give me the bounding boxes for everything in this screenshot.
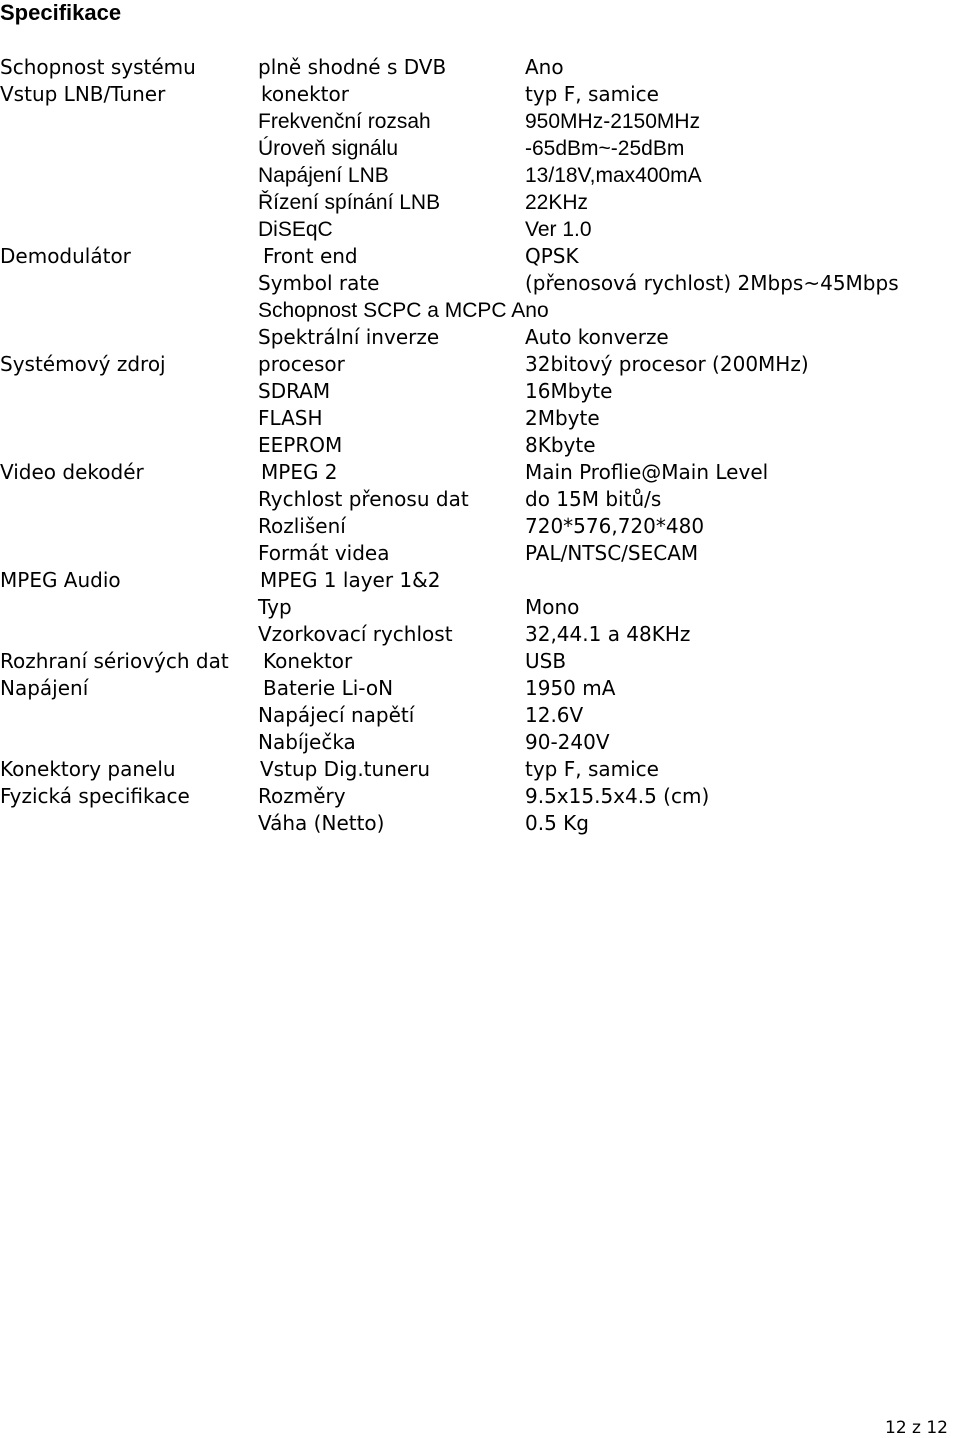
spec-parameter: FLASH: [258, 406, 323, 430]
spec-value: 0.5 Kg: [525, 811, 589, 835]
spec-row: [0, 702, 960, 729]
spec-row: [0, 189, 960, 216]
page-title: Specifikace: [0, 0, 122, 25]
spec-value: 9.5x15.5x4.5 (cm): [525, 784, 710, 808]
spec-row: [0, 594, 960, 621]
spec-value: typ F, samice: [525, 757, 659, 781]
spec-parameter: Napájecí napětí: [258, 703, 415, 727]
spec-parameter: Napájení LNB: [258, 164, 389, 187]
spec-row: [0, 621, 960, 648]
spec-value: 8Kbyte: [525, 433, 596, 457]
spec-parameter: plně shodné s DVB: [258, 55, 447, 79]
spec-parameter: Úroveň signálu: [258, 137, 399, 160]
spec-row: [0, 540, 960, 567]
spec-value: Auto konverze: [525, 325, 669, 349]
spec-category: Demodulátor: [0, 244, 131, 268]
page-number: 12 z 12: [885, 1418, 948, 1438]
spec-value: do 15M bitů/s: [525, 487, 662, 511]
spec-row: [0, 81, 960, 108]
spec-category: MPEG Audio: [0, 568, 121, 592]
spec-value: USB: [525, 649, 567, 673]
spec-parameter: Formát videa: [258, 541, 390, 565]
spec-category: Video dekodér: [0, 460, 144, 484]
spec-row: [0, 297, 960, 324]
spec-row: [0, 324, 960, 351]
spec-row: [0, 459, 960, 486]
spec-row: [0, 810, 960, 837]
spec-row: [0, 675, 960, 702]
spec-row: [0, 567, 960, 594]
spec-parameter: Rozměry: [258, 784, 346, 808]
spec-parameter: Rozlišení: [258, 514, 346, 538]
spec-value: 950MHz-2150MHz: [525, 110, 701, 133]
spec-row: [0, 729, 960, 756]
spec-value: 720*576,720*480: [525, 514, 705, 538]
spec-row: [0, 756, 960, 783]
spec-value: 1950 mA: [525, 676, 616, 700]
spec-category: Fyzická specifikace: [0, 784, 190, 808]
spec-value: 32,44.1 a 48KHz: [525, 622, 691, 646]
spec-parameter: Baterie Li-oN: [263, 676, 394, 700]
spec-value: 2Mbyte: [525, 406, 600, 430]
spec-parameter: Řízení spínání LNB: [258, 191, 441, 214]
spec-category: Systémový zdroj: [0, 352, 166, 376]
spec-table: [0, 54, 960, 837]
spec-parameter: DiSEqC: [258, 218, 333, 241]
spec-row: [0, 378, 960, 405]
spec-value: (přenosová rychlost) 2Mbps~45Mbps: [525, 271, 899, 295]
spec-value: 12.6V: [525, 703, 584, 727]
spec-row: [0, 216, 960, 243]
spec-value: Main Proflie@Main Level: [525, 460, 769, 484]
spec-value: typ F, samice: [525, 82, 659, 106]
spec-row: [0, 486, 960, 513]
spec-row: [0, 351, 960, 378]
spec-value: -65dBm~-25dBm: [525, 137, 685, 160]
spec-parameter: Schopnost SCPC a MCPC Ano: [258, 299, 549, 322]
spec-value: 13/18V,max400mA: [525, 164, 702, 187]
spec-parameter: konektor: [261, 82, 349, 106]
spec-row: [0, 513, 960, 540]
spec-row: [0, 54, 960, 81]
spec-parameter: Symbol rate: [258, 271, 380, 295]
spec-value: QPSK: [525, 244, 579, 268]
spec-value: PAL/NTSC/SECAM: [525, 541, 699, 565]
spec-value: 22KHz: [525, 191, 589, 214]
spec-row: [0, 648, 960, 675]
spec-parameter: Nabíječka: [258, 730, 356, 754]
spec-row: [0, 108, 960, 135]
spec-row: [0, 783, 960, 810]
spec-row: [0, 405, 960, 432]
spec-row: [0, 432, 960, 459]
spec-value: 16Mbyte: [525, 379, 613, 403]
spec-value: 32bitový procesor (200MHz): [525, 352, 809, 376]
spec-parameter: EEPROM: [258, 433, 343, 457]
spec-parameter: SDRAM: [258, 379, 331, 403]
spec-parameter: Rychlost přenosu dat: [258, 487, 469, 511]
spec-value: Ver 1.0: [525, 218, 592, 241]
spec-parameter: procesor: [258, 352, 345, 376]
spec-category: Schopnost systému: [0, 55, 196, 79]
spec-row: [0, 162, 960, 189]
spec-value: Mono: [525, 595, 580, 619]
spec-parameter: Vzorkovací rychlost: [258, 622, 453, 646]
spec-parameter: Typ: [258, 595, 292, 619]
spec-parameter: Vstup Dig.tuneru: [260, 757, 431, 781]
spec-row: [0, 270, 960, 297]
spec-category: Napájení: [0, 676, 89, 700]
spec-parameter: Frekvenční rozsah: [258, 110, 431, 133]
spec-parameter: Front end: [263, 244, 358, 268]
spec-parameter: MPEG 2: [261, 460, 338, 484]
spec-parameter: Konektor: [263, 649, 353, 673]
spec-category: Vstup LNB/Tuner: [0, 82, 166, 106]
spec-category: Rozhraní sériových dat: [0, 649, 229, 673]
spec-parameter: Váha (Netto): [258, 811, 385, 835]
spec-parameter: MPEG 1 layer 1&2: [260, 568, 441, 592]
spec-value: Ano: [525, 55, 564, 79]
spec-parameter: Spektrální inverze: [258, 325, 440, 349]
spec-value: 90-240V: [525, 730, 610, 754]
spec-row: [0, 243, 960, 270]
spec-row: [0, 135, 960, 162]
spec-category: Konektory panelu: [0, 757, 176, 781]
